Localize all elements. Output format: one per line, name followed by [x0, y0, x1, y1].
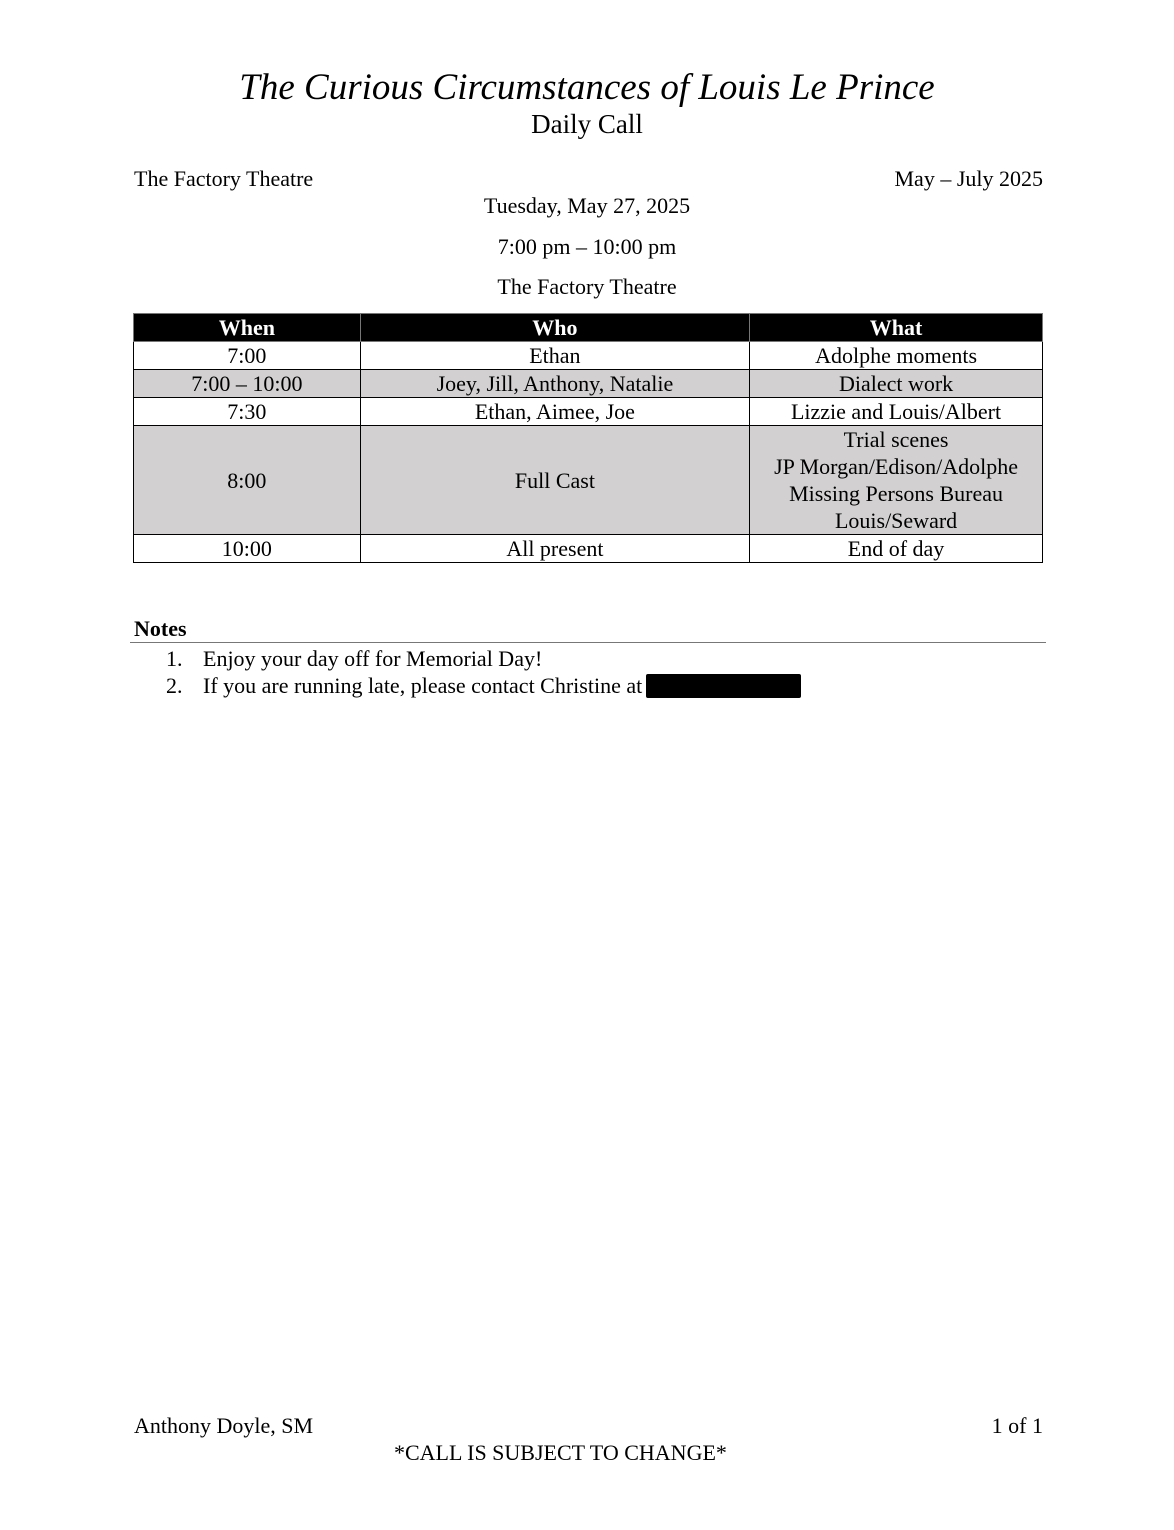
cell-who: Full Cast	[360, 426, 749, 535]
cell-what	[750, 426, 1043, 535]
call-date: Tuesday, May 27, 2025	[483, 193, 691, 218]
what-line: Lizzie and Louis/Albert	[790, 399, 1002, 424]
call-time: 7:00 pm – 10:00 pm	[497, 234, 677, 259]
note-text: If you are running late, please contact Christine at	[203, 673, 643, 698]
what-line: JP Morgan/Edison/Adolphe	[774, 454, 1018, 479]
page-title: The Curious Circumstances of Louis Le Prince	[239, 67, 935, 108]
cell-who: All present	[360, 535, 749, 563]
cell-when: 10:00	[134, 535, 361, 563]
header-what: What	[750, 314, 1043, 342]
cell-when: 7:00 – 10:00	[134, 370, 361, 398]
what-line: Trial scenes	[843, 427, 949, 452]
cell-what	[750, 398, 1043, 426]
cell-who: Joey, Jill, Anthony, Natalie	[360, 370, 749, 398]
footer-page-number: 1 of 1	[991, 1413, 1043, 1438]
header-who: Who	[360, 314, 749, 342]
what-line: Adolphe moments	[815, 343, 978, 368]
table-row	[134, 535, 1043, 563]
notes-list	[166, 645, 801, 699]
what-line: Missing Persons Bureau	[789, 481, 1003, 506]
table-row	[134, 370, 1043, 398]
cell-what	[750, 370, 1043, 398]
redaction-bar	[646, 674, 801, 698]
header-when: When	[134, 314, 361, 342]
list-item	[166, 672, 801, 699]
notes-heading: Notes	[134, 616, 187, 641]
footer-disclaimer: *CALL IS SUBJECT TO CHANGE*	[394, 1440, 727, 1465]
schedule-table	[133, 313, 1043, 563]
list-number: 2.	[166, 673, 183, 698]
header-venue: The Factory Theatre	[134, 166, 314, 191]
call-location: The Factory Theatre	[497, 274, 677, 299]
what-line: Louis/Seward	[834, 508, 958, 533]
footer-author: Anthony Doyle, SM	[134, 1413, 314, 1438]
notes-divider	[130, 642, 1046, 643]
table-row	[134, 342, 1043, 370]
cell-who: Ethan	[360, 342, 749, 370]
page-subtitle: Daily Call	[531, 109, 643, 139]
note-text: Enjoy your day off for Memorial Day!	[203, 646, 543, 671]
cell-who: Ethan, Aimee, Joe	[360, 398, 749, 426]
what-line: End of day	[847, 536, 945, 561]
cell-what	[750, 342, 1043, 370]
schedule-header-row	[134, 314, 1043, 342]
list-item	[166, 645, 801, 672]
header-date-range: May – July 2025	[894, 166, 1043, 191]
cell-when: 7:00	[134, 342, 361, 370]
cell-when: 8:00	[134, 426, 361, 535]
what-line: Dialect work	[838, 371, 954, 396]
table-row	[134, 426, 1043, 535]
list-number: 1.	[166, 646, 183, 671]
cell-when: 7:30	[134, 398, 361, 426]
cell-what	[750, 535, 1043, 563]
table-row	[134, 398, 1043, 426]
